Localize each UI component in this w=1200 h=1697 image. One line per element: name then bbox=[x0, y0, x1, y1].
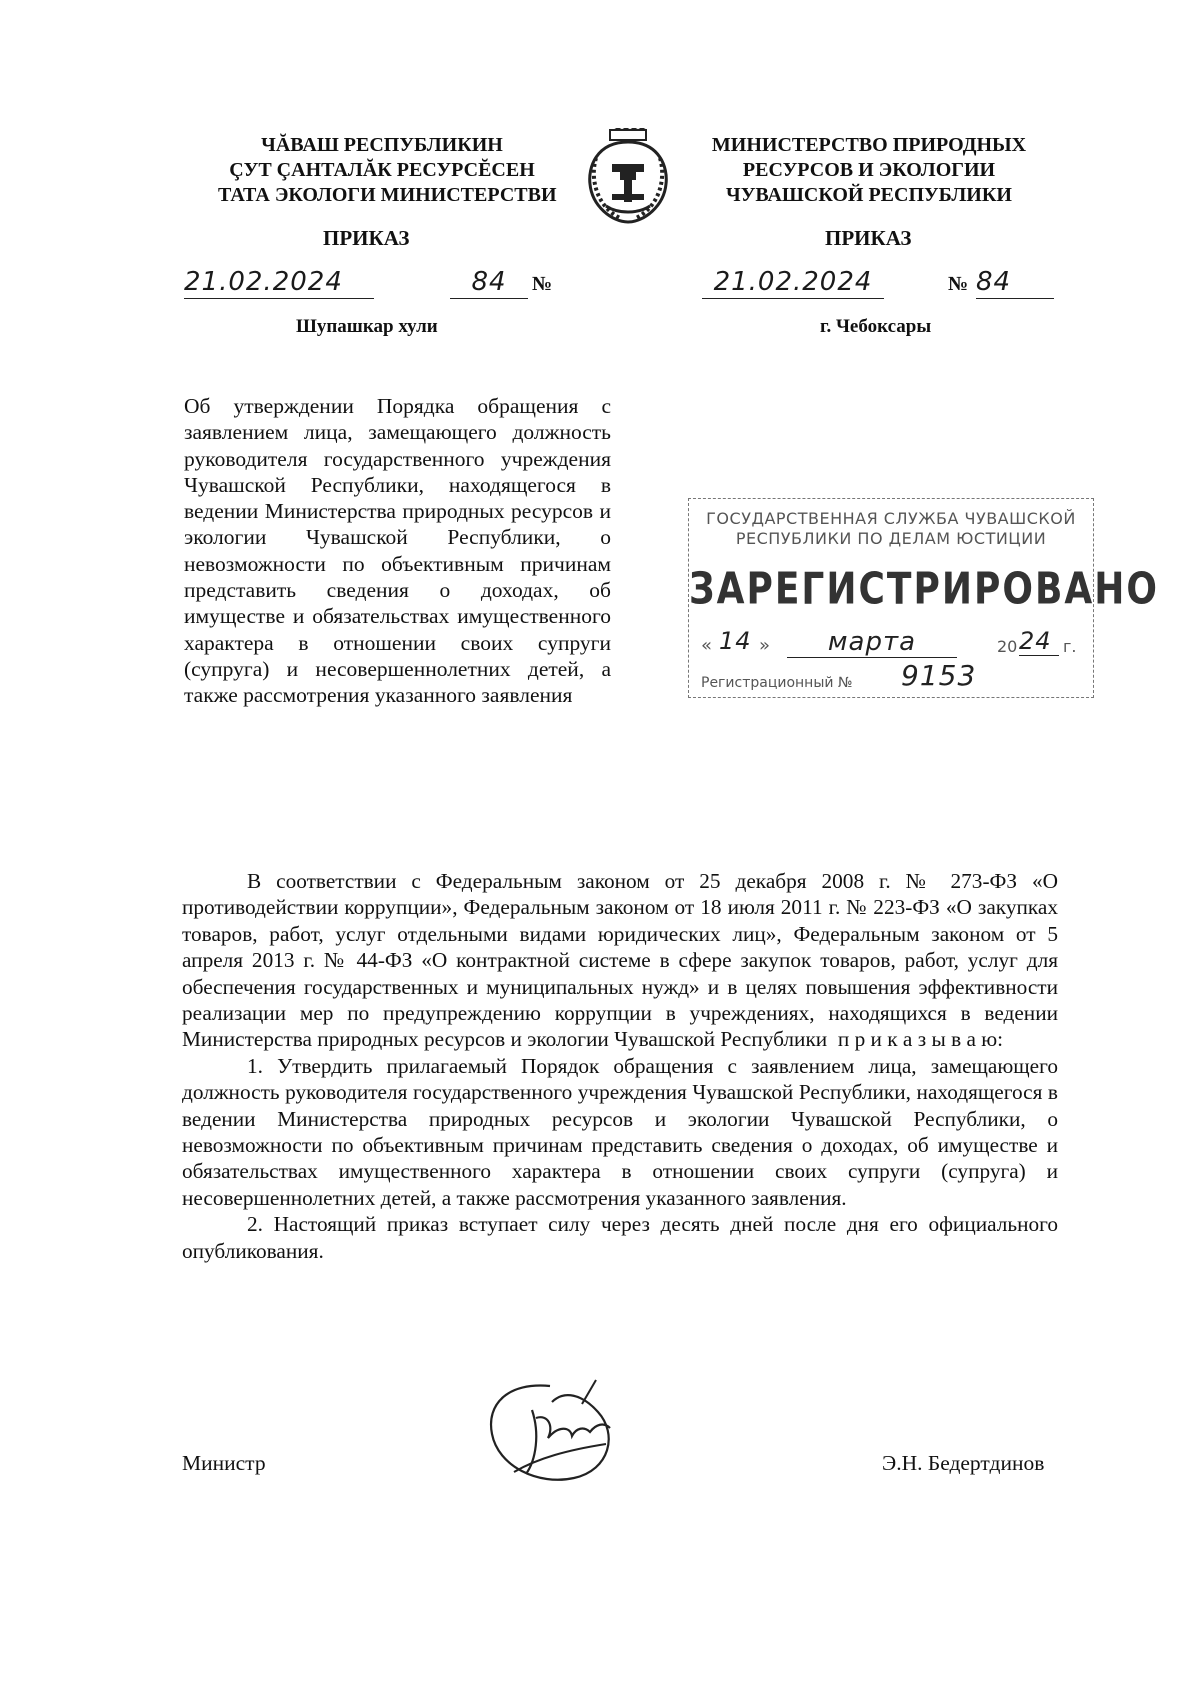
number-label-left: № bbox=[532, 273, 553, 295]
stamp-year-prefix: 20 bbox=[997, 637, 1018, 656]
order-word: п р и к а з ы в а ю: bbox=[837, 1027, 1004, 1052]
stamp-status: ЗАРЕГИСТРИРОВАНО bbox=[689, 564, 1159, 615]
stamp-reg-number: 9153 bbox=[901, 659, 977, 692]
stamp-date-row bbox=[701, 627, 1081, 661]
order-date-right: 21.02.2024 bbox=[702, 266, 884, 299]
order-number-left: 84 bbox=[450, 266, 528, 299]
header-right-line: МИНИСТЕРСТВО ПРИРОДНЫХ bbox=[711, 134, 1027, 156]
body-item-1: 1. Утвердить прилагаемый Порядок обращения с заявлением лица, замещающего должность руководителя государственного учреждения Чувашской Республики, находящегося в ведении Министерства природных ресурсов и экологии Чувашской Республики, о невозможности по объективным причинам представить сведения о доходах, об имуществе и обязательствах имущественного характера в отношении своих супруги (супруга) и несовершеннолетних детей, а также рассмотрения указанного заявления. bbox=[182, 1053, 1058, 1210]
body-preamble bbox=[182, 868, 1058, 1053]
order-subject: Об утверждении Порядка обращения с заявлением лица, замещающего должность руководителя государственного учреждения Чувашской Республики, находящегося в ведении Министерства природных ресурсов и экологии Чувашской Республики, о невозможности по объективным причинам представить сведения о доходах, об имуществе и обязательствах имущественного характера в отношении своих супруги (супруга) и несовершеннолетних детей, а также рассмотрения указанного заявления bbox=[184, 394, 611, 708]
stamp-line-1: ГОСУДАРСТВЕННАЯ СЛУЖБА ЧУВАШСКОЙ bbox=[706, 509, 1076, 528]
number-label-right: № bbox=[948, 273, 969, 295]
stamp-quote-close: » bbox=[759, 635, 771, 656]
order-body bbox=[182, 868, 1058, 1264]
stamp-month: марта bbox=[787, 627, 957, 658]
city-left: Шупашкар хули bbox=[296, 316, 438, 337]
preamble-text: В соответствии с Федеральным законом от 25 декабря 2008 г. № 273-ФЗ «О противодействии коррупции», Федеральным законом от 18 июля 2011 г. № 223-ФЗ «О закупках товаров, работ, услуг отдельными видами юридических лиц», Федеральным законом от 5 апреля 2013 г. № 44-ФЗ «О контрактной системе в сфере закупок товаров, работ, услуг для обеспечения государственных и муниципальных нужд» и в целях повышения эффективности реализации мер по предупреждению коррупции в учреждениях, находящихся в ведении Министерства природных ресурсов и экологии Чувашской Республики bbox=[182, 869, 1058, 1052]
chuvash-coat-of-arms-emblem-icon bbox=[582, 128, 674, 224]
order-number-right: 84 bbox=[976, 266, 1054, 299]
header-left-line: ÇУТ ÇАНТАЛĂК РЕСУРСĔСЕН bbox=[229, 159, 535, 181]
order-title-right: ПРИКАЗ bbox=[825, 226, 912, 250]
header-right-line: РЕСУРСОВ И ЭКОЛОГИИ bbox=[742, 159, 996, 181]
stamp-line-2: РЕСПУБЛИКИ ПО ДЕЛАМ ЮСТИЦИИ bbox=[735, 529, 1047, 548]
signature-image bbox=[478, 1374, 638, 1494]
header-right-line: ЧУВАШСКОЙ РЕСПУБЛИКИ bbox=[726, 184, 1012, 206]
stamp-reg-row bbox=[701, 659, 1081, 697]
order-date-left: 21.02.2024 bbox=[184, 266, 374, 299]
stamp-quote-open: « bbox=[701, 635, 713, 656]
stamp-year-unit: г. bbox=[1063, 637, 1077, 656]
header-left bbox=[218, 133, 557, 208]
signatory-position: Министр bbox=[182, 1451, 266, 1475]
header-right bbox=[708, 133, 1030, 208]
header-left-line: ЧĂВАШ РЕСПУБЛИКИН bbox=[261, 134, 503, 156]
stamp-reg-label: Регистрационный № bbox=[701, 675, 853, 691]
order-title-left: ПРИКАЗ bbox=[323, 226, 410, 250]
city-right: г. Чебоксары bbox=[820, 316, 932, 337]
registration-stamp bbox=[688, 498, 1159, 698]
header-left-line: ТАТА ЭКОЛОГИ МИНИСТЕРСТВИ bbox=[218, 184, 557, 206]
stamp-day: 14 bbox=[719, 627, 752, 655]
body-item-2: 2. Настоящий приказ вступает силу через десять дней после дня его официального опубликования. bbox=[182, 1212, 1058, 1263]
signatory-name: Э.Н. Бедертдинов bbox=[882, 1451, 1045, 1475]
stamp-year-suffix: 24 bbox=[1019, 627, 1059, 656]
